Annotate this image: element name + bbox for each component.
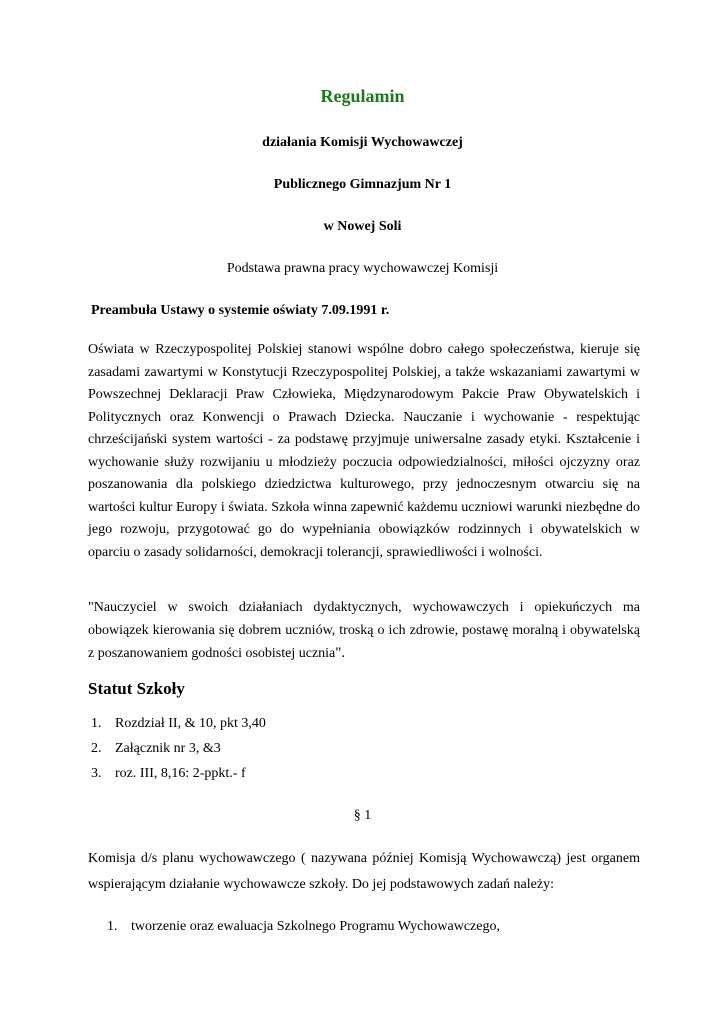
section-mark: § 1 (353, 808, 372, 823)
document-subtitle-1: działania Komisji Wychowawczej (262, 135, 463, 150)
teacher-quote-end: ". (335, 645, 346, 661)
list-item (91, 761, 266, 786)
list-item-number: 3. (91, 766, 102, 781)
list-item (91, 711, 266, 736)
legal-basis: Podstawa prawna pracy wychowawczej Komisji (226, 261, 499, 276)
statut-heading: Statut Szkoły (88, 679, 185, 698)
list-item-text: roz. III, 8,16: 2-ppkt.- f (115, 766, 246, 781)
document-title: Regulamin (320, 86, 405, 106)
list-item (107, 914, 500, 939)
list-item-number: 2. (91, 741, 102, 756)
list-item-text: Załącznik nr 3, &3 (115, 741, 221, 756)
preamble-heading: Preambuła Ustawy o systemie oświaty 7.09.1991 r. (91, 303, 390, 318)
list-item (91, 736, 266, 761)
section-text: Komisja d/s planu wychowawczego ( nazywana później Komisją Wychowawczą) jest organem wspierającym działanie wychowawcze szkoły. Do jej podstawowych zadań należy: (88, 851, 640, 892)
teacher-quote (88, 597, 640, 666)
statut-list (91, 711, 266, 786)
tasks-list (107, 914, 500, 939)
preamble-text: Oświata w Rzeczypospolitej Polskiej stanowi wspólne dobro całego społeczeństwa, kieruje się zasadami zawartymi w Konstytucji Rzeczypospolitej Polskiej, a także wskazaniami zawartymi w Powszechnej Deklaracji Praw Człowieka, Międzynarodowym Pakcie Praw Obywatelskich i Politycznych oraz Konwencji o Prawach Dziecka. Nauczanie i wychowanie - respektując chrześcijański system wartości - za podstawę przyjmuje uniwersalne zasady etyki. Kształcenie i wychowanie służy rozwijaniu u młodzieży poczucia odpowiedzialności, miłości ojczyzny oraz poszanowania dla polskiego dziedzictwa kulturowego, przy jednoczesnym otwarciu się na wartości kultur Europy i świata. Szkoła winna zapewnić każdemu uczniowi warunki niezbędne do jego rozwoju, przygotować go do wypełniania obowiązków rodzinnych i obywatelskich w oparciu o zasady solidarności, demokracji tolerancji, sprawiedliwości i wolności. (88, 342, 640, 560)
list-item-text: tworzenie oraz ewaluacja Szkolnego Programu Wychowawczego, (131, 919, 500, 934)
list-item-number: 1. (107, 919, 118, 934)
document-subtitle-3: w Nowej Soli (323, 219, 402, 234)
teacher-quote-text: "Nauczyciel w swoich działaniach dydaktycznych, wychowawczych i opiekuńczych ma obowiązek kierowania się dobrem uczniów, troską o ich zdrowie, postawę moralną i obywatelską z poszanowaniem godności osobistej ucznia (88, 600, 640, 661)
list-item-number: 1. (91, 716, 102, 731)
list-item-text: Rozdział II, & 10, pkt 3,40 (115, 716, 266, 731)
document-subtitle-2: Publicznego Gimnazjum Nr 1 (273, 177, 452, 192)
